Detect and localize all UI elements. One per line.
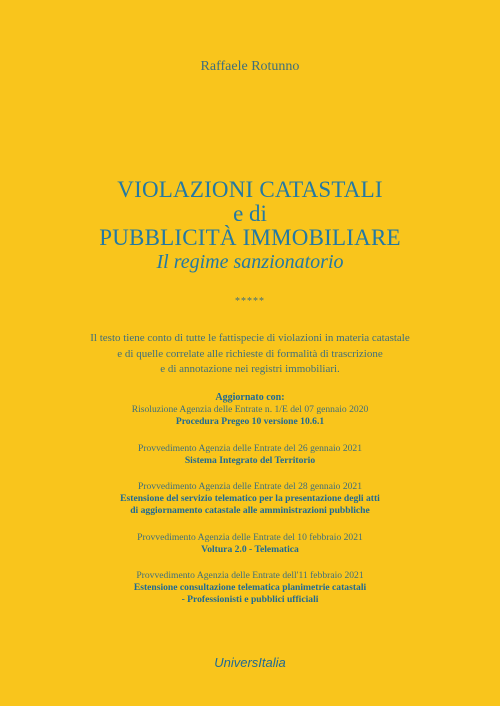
intro-text [0, 331, 500, 378]
title-line-3: PUBBLICITÀ IMMOBILIARE [99, 225, 401, 250]
update-source: Risoluzione Agenzia delle Entrate n. 1/E del 07 gennaio 2020 [131, 404, 369, 416]
update-title: - Professionisti e pubblici ufficiali [181, 594, 319, 606]
update-source: Provvedimento Agenzia delle Entrate dell'11 febbraio 2021 [136, 570, 364, 582]
update-group [0, 404, 500, 428]
update-title: Sistema Integrato del Territorio [184, 454, 316, 466]
update-source: Provvedimento Agenzia delle Entrate del 28 gennaio 2021 [137, 481, 363, 493]
title-line-1: VIOLAZIONI CATASTALI [117, 177, 383, 202]
updates-heading: Aggiornato con: [215, 392, 285, 403]
intro-line: e di annotazione nei registri immobiliari. [160, 363, 340, 375]
intro-line: Il testo tiene conto di tutte le fattispecie di violazioni in materia catastale [90, 332, 410, 344]
title-line-2: e di [233, 201, 267, 226]
author-name: Raffaele Rotunno [200, 59, 300, 74]
update-title: Estensione consultazione telematica planimetrie catastali [133, 582, 367, 594]
update-title: Estensione del servizio telematico per la presentazione degli atti [120, 493, 380, 505]
update-source: Provvedimento Agenzia delle Entrate del 26 gennaio 2021 [137, 442, 363, 454]
update-title: di aggiornamento catastale alle amministrazioni pubbliche [130, 505, 370, 517]
update-group [0, 481, 500, 518]
update-group [0, 570, 500, 607]
title-block [0, 178, 500, 274]
intro-line: e di quelle correlate alle richieste di formalità di trascrizione [117, 347, 383, 360]
update-title: Voltura 2.0 - Telematica [201, 543, 299, 555]
update-title: Procedura Pregeo 10 versione 10.6.1 [175, 416, 325, 428]
update-source: Provvedimento Agenzia delle Entrate del 10 febbraio 2021 [137, 531, 363, 543]
updates-section [0, 392, 500, 621]
subtitle: Il regime sanzionatorio [156, 251, 344, 273]
update-group [0, 532, 500, 556]
update-group [0, 443, 500, 467]
publisher-logo: UniversItalia [214, 655, 286, 670]
separator-stars: ***** [235, 296, 265, 307]
